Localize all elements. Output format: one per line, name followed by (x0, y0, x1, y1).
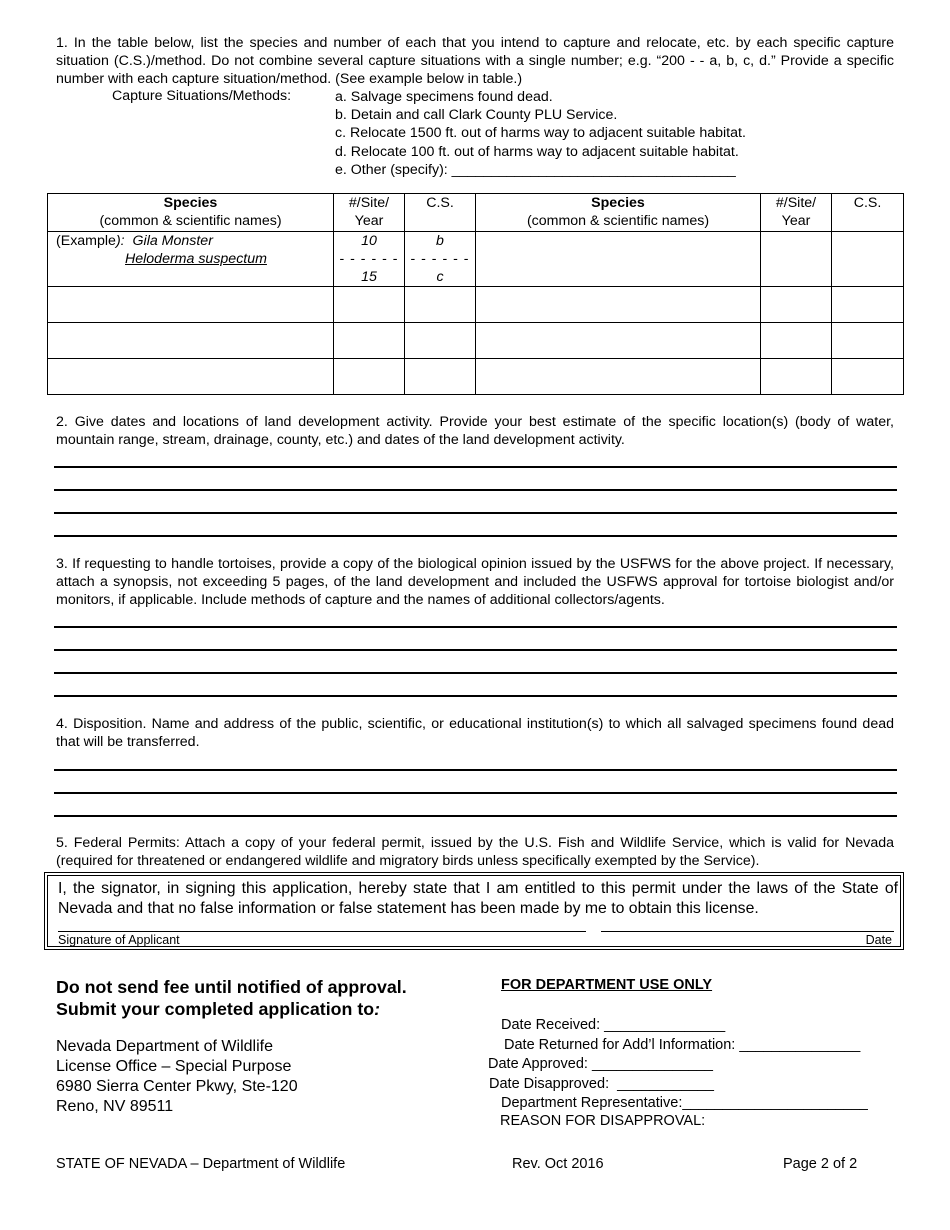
count-header-right: #/Site/ Year (761, 194, 832, 232)
table-cell[interactable] (761, 232, 832, 287)
table-cell[interactable] (761, 287, 832, 323)
table-cell[interactable] (832, 359, 904, 395)
table-cell[interactable] (405, 359, 476, 395)
answer-line[interactable] (54, 626, 897, 628)
table-cell[interactable] (761, 359, 832, 395)
example-count-cell: 10 - - - - - - 15 (334, 232, 405, 287)
footer-revision: Rev. Oct 2016 (512, 1156, 604, 1172)
table-cell[interactable] (476, 323, 761, 359)
address-line: Reno, NV 89511 (56, 1098, 174, 1115)
table-cell[interactable] (761, 323, 832, 359)
table-row-example (48, 232, 904, 287)
cs-header-left: C.S. (405, 194, 476, 232)
answer-line[interactable] (54, 489, 897, 491)
table-cell[interactable] (476, 359, 761, 395)
table-cell[interactable] (832, 287, 904, 323)
table-cell[interactable] (832, 232, 904, 287)
table-cell[interactable] (832, 323, 904, 359)
department-use-title: FOR DEPARTMENT USE ONLY (501, 977, 713, 993)
fee-notice: Do not send fee until notified of approval. (56, 977, 407, 997)
answer-line[interactable] (54, 769, 897, 771)
footer-page-number: Page 2 of 2 (783, 1156, 858, 1172)
example-cs-cell: b - - - - - - c (405, 232, 476, 287)
species-header-right: Species (common & scientific names) (476, 194, 761, 232)
date-line[interactable] (601, 931, 894, 932)
answer-line[interactable] (54, 512, 897, 514)
mailing-address (56, 1037, 298, 1117)
species-table (47, 193, 904, 395)
date-approved-field[interactable]: Date Approved: _______________ (488, 1056, 713, 1072)
table-cell[interactable] (405, 323, 476, 359)
table-row (48, 359, 904, 395)
submit-heading: Submit your completed application to: (56, 999, 381, 1019)
answer-line[interactable] (54, 535, 897, 537)
species-header-left: Species (common & scientific names) (48, 194, 334, 232)
section-1-instructions: 1. In the table below, list the species and number of each that you intend to capture and relocate, etc. by each specific capture situation (C.S.)/method. Do not combine several capture situations with a single number; e.g. “200 - - a, b, c, d.” Provide a specific number with each capture situation/method. (See example below in table.) (56, 35, 894, 88)
table-cell[interactable] (405, 287, 476, 323)
reason-for-disapproval-label: REASON FOR DISAPPROVAL: (500, 1113, 706, 1129)
table-header-row (48, 194, 904, 232)
signator-statement: I, the signator, in signing this application, hereby state that I am entitled to this permit under the laws of the State of Nevada and that no false information or false statement has been made by me to obtain this license. (58, 880, 898, 917)
method-d: d. Relocate 100 ft. out of harms way to adjacent suitable habitat. (335, 143, 739, 160)
section-3-instructions: 3. If requesting to handle tortoises, provide a copy of the biological opinion issued by the USFWS for the above project. If necessary, attach a synopsis, not exceeding 5 pages, of the land development and included the USFWS approval for tortoise biologist and/or monitors, if applicable. Include methods of capture and the names of additional collectors/agents. (56, 556, 894, 609)
table-cell[interactable] (476, 232, 761, 287)
signature-box (44, 872, 904, 950)
section-4-instructions: 4. Disposition. Name and address of the public, scientific, or educational institution(s) to which all salvaged specimens found dead that will be transferred. (56, 716, 894, 751)
method-e-other[interactable]: e. Other (specify): ____________________________________ (335, 161, 736, 178)
answer-line[interactable] (54, 466, 897, 468)
date-returned-field[interactable]: Date Returned for Add’l Information: _______________ (504, 1037, 861, 1053)
table-cell[interactable] (334, 287, 405, 323)
table-cell[interactable] (334, 323, 405, 359)
department-representative-field[interactable]: Department Representative:_______________________ (501, 1095, 868, 1111)
answer-line[interactable] (54, 695, 897, 697)
table-cell[interactable] (48, 359, 334, 395)
signature-label: Signature of Applicant (58, 933, 180, 947)
section-5-instructions: 5. Federal Permits: Attach a copy of your federal permit, issued by the U.S. Fish and Wildlife Service, which is valid for Nevada (required for threatened or endangered wildlife and migratory birds unless specifically exempted by the Service). (56, 835, 894, 870)
address-line: 6980 Sierra Center Pkwy, Ste-120 (56, 1078, 298, 1095)
example-species-cell: (Example): Gila Monster Heloderma suspectum (48, 232, 334, 287)
table-cell[interactable] (334, 359, 405, 395)
signature-line[interactable] (58, 931, 586, 932)
table-row (48, 287, 904, 323)
capture-methods-list (335, 88, 746, 179)
method-c: c. Relocate 1500 ft. out of harms way to adjacent suitable habitat. (335, 125, 746, 142)
address-line: Nevada Department of Wildlife (56, 1038, 273, 1055)
table-cell[interactable] (476, 287, 761, 323)
date-disapproved-field[interactable]: Date Disapproved: ____________ (489, 1076, 714, 1092)
method-a: a. Salvage specimens found dead. (335, 89, 553, 105)
answer-line[interactable] (54, 792, 897, 794)
answer-line[interactable] (54, 649, 897, 651)
footer-agency: STATE OF NEVADA – Department of Wildlife (56, 1156, 346, 1172)
address-line: License Office – Special Purpose (56, 1058, 292, 1075)
table-cell[interactable] (48, 287, 334, 323)
answer-line[interactable] (54, 815, 897, 817)
count-header-left: #/Site/ Year (334, 194, 405, 232)
capture-methods-label: Capture Situations/Methods: (112, 88, 292, 104)
table-row (48, 323, 904, 359)
date-received-field[interactable]: Date Received: _______________ (501, 1017, 726, 1033)
cs-header-right: C.S. (832, 194, 904, 232)
table-cell[interactable] (48, 323, 334, 359)
section-2-instructions: 2. Give dates and locations of land development activity. Provide your best estimate of the specific location(s) (body of water, mountain range, stream, drainage, county, etc.) and dates of the land development activity. (56, 414, 894, 449)
answer-line[interactable] (54, 672, 897, 674)
method-b: b. Detain and call Clark County PLU Service. (335, 107, 618, 124)
date-label: Date (865, 933, 892, 947)
